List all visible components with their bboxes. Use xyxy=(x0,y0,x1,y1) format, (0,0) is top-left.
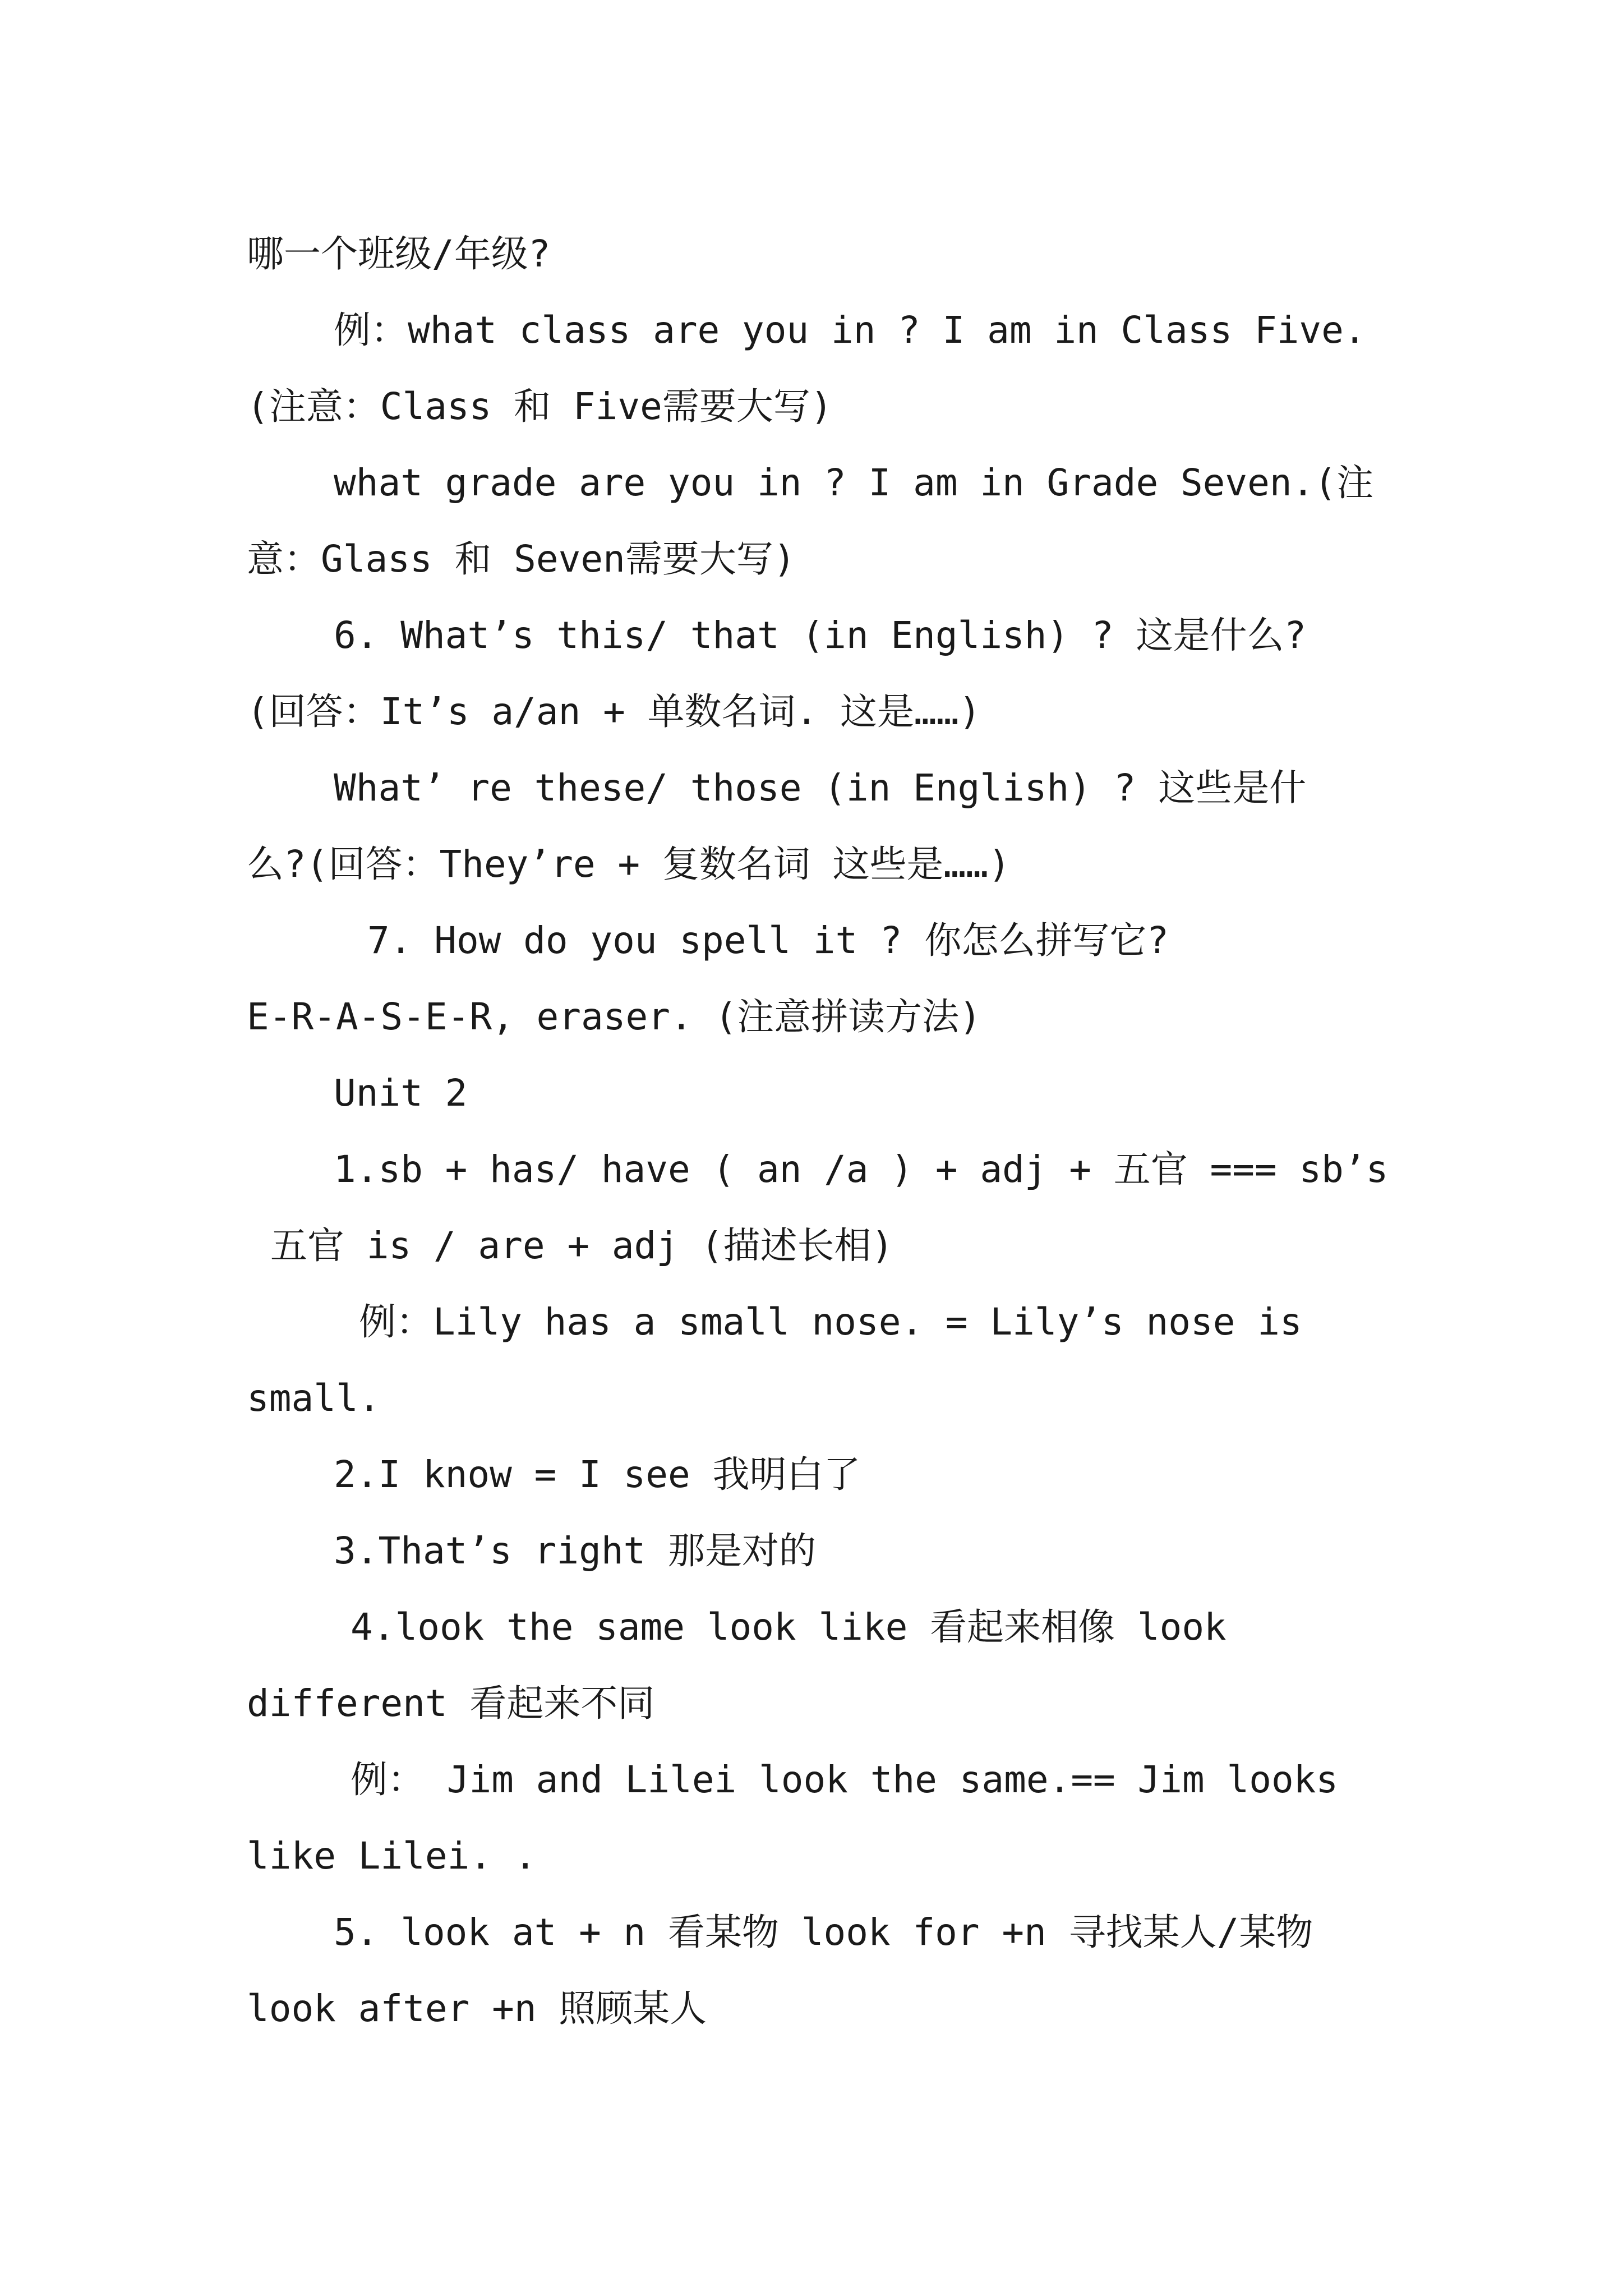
text-line-9: 么?(回答：They’re + 复数名词 这些是……) xyxy=(247,843,1011,886)
text-line-20: different 看起来不同 xyxy=(247,1682,655,1725)
text-line-22: like Lilei. . xyxy=(247,1834,537,1878)
text-line-19: 4.look the same look like 看起来相像 look xyxy=(351,1605,1227,1649)
text-line-18: 3.That’s right 那是对的 xyxy=(334,1529,817,1572)
text-line-23: 5. look at + n 看某物 look for +n 寻找某人/某物 xyxy=(334,1911,1313,1954)
text-line-24: look after +n 照顾某人 xyxy=(247,1987,707,2030)
text-line-14: 五官 is / are + adj (描述长相) xyxy=(270,1224,894,1267)
text-line-5: 意：Glass 和 Seven需要大写) xyxy=(247,537,796,581)
text-line-15: 例：Lily has a small nose. = Lily’s nose is xyxy=(359,1300,1302,1343)
text-line-3: (注意：Class 和 Five需要大写) xyxy=(247,385,833,428)
text-line-8: What’ re these/ those (in English) ? 这些是什 xyxy=(334,766,1307,809)
text-line-6: 6. What’s this/ that (in English) ? 这是什么? xyxy=(334,614,1307,657)
text-line-4: what grade are you in ? I am in Grade Seven.(注 xyxy=(334,461,1374,504)
text-line-11: E-R-A-S-E-R, eraser. (注意拼读方法) xyxy=(247,995,981,1038)
text-line-21: 例： Jim and Lilei look the same.== Jim looks xyxy=(351,1758,1339,1801)
section-heading-unit-2: Unit 2 xyxy=(334,1071,468,1115)
document-body xyxy=(247,216,1391,2047)
text-line-16: small. xyxy=(247,1377,381,1420)
text-line-17: 2.I know = I see 我明白了 xyxy=(334,1453,861,1496)
text-line-2: 例：what class are you in ? I am in Class Five. xyxy=(334,309,1366,352)
text-line-13: 1.sb + has/ have ( an /a ) + adj + 五官 === sb’s xyxy=(334,1148,1389,1191)
text-line-10: 7. How do you spell it ? 你怎么拼写它? xyxy=(367,919,1169,962)
text-line-1: 哪一个班级/年级? xyxy=(247,232,551,275)
text-line-7: (回答：It’s a/an + 单数名词. 这是……) xyxy=(247,690,981,733)
